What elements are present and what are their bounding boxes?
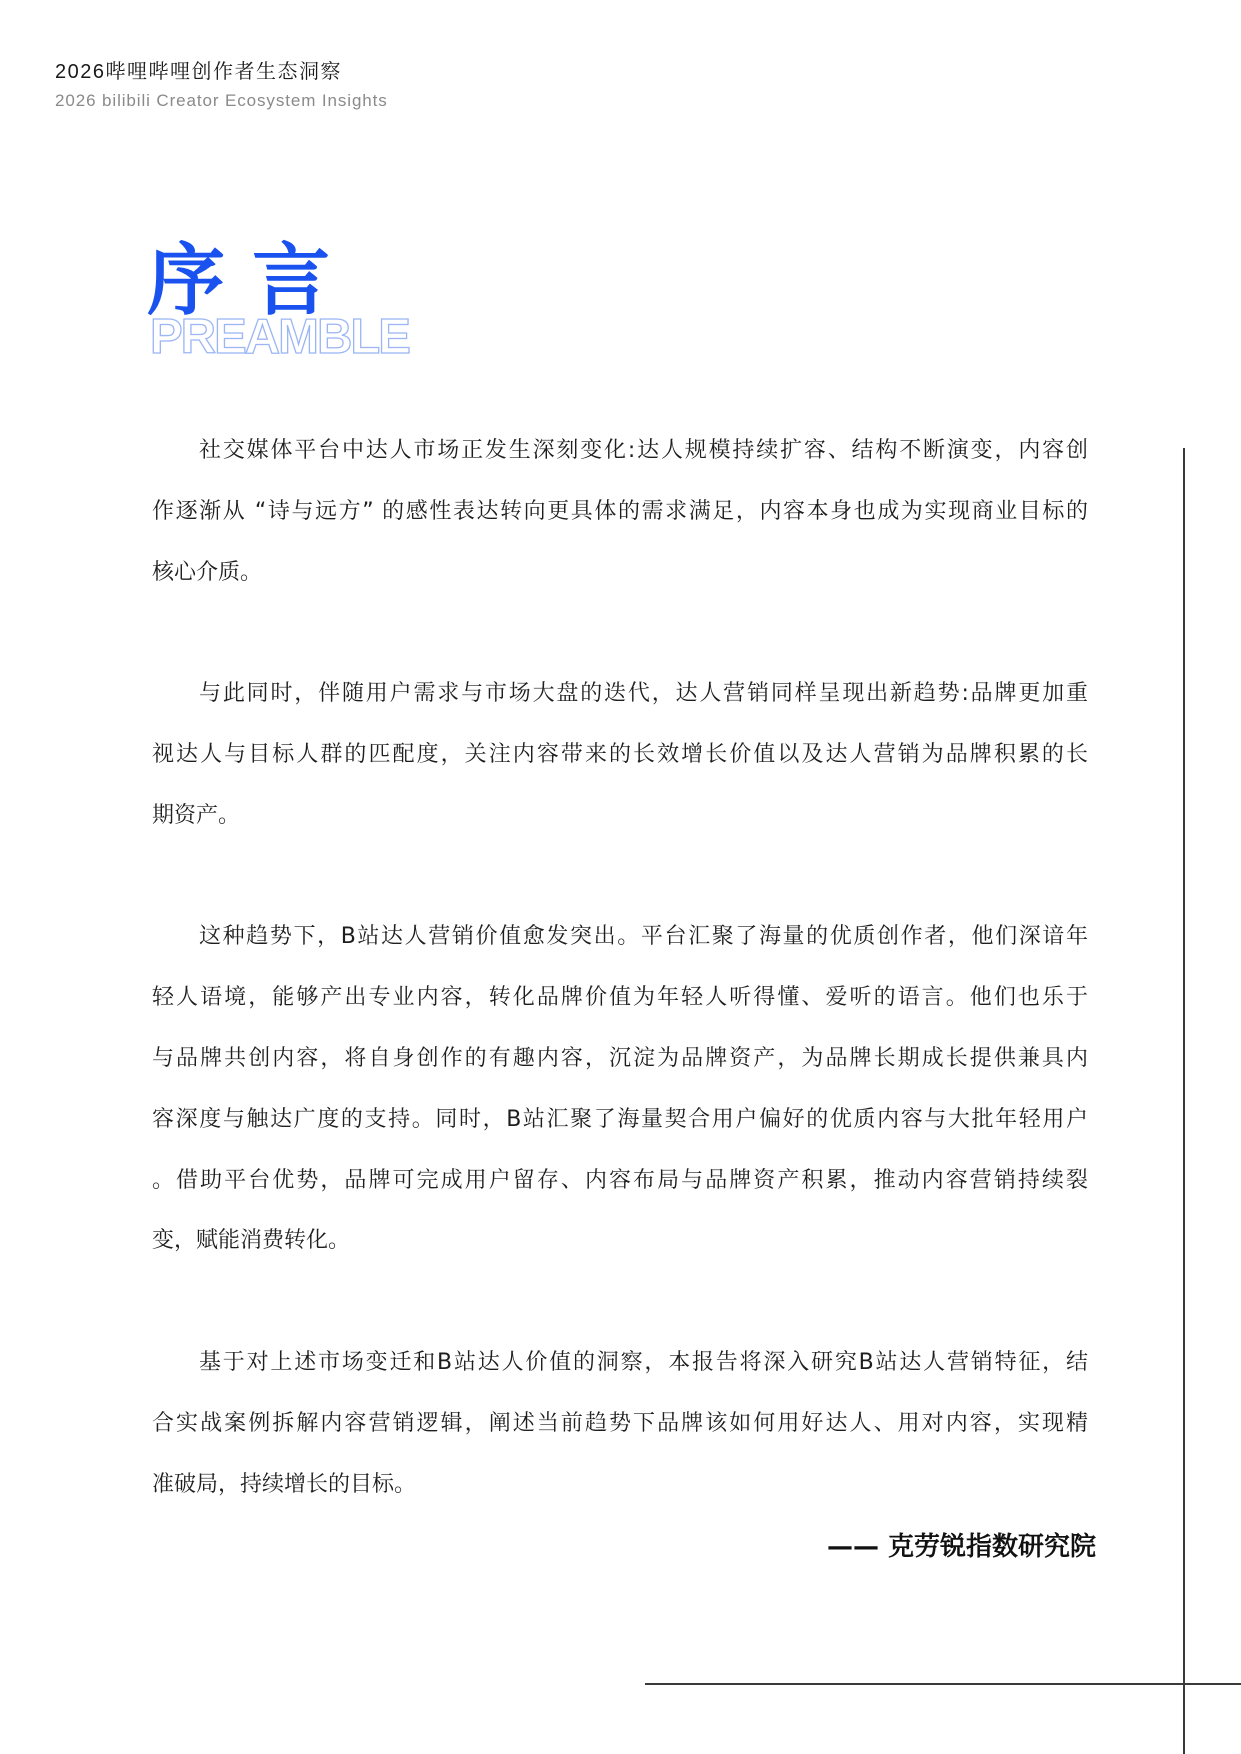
paragraph-line: 。借助平台优势，品牌可完成用户留存、内容布局与品牌资产积累，推动内容营销持续裂 bbox=[152, 1167, 1088, 1193]
paragraph-line: 核心介质。 bbox=[152, 559, 263, 585]
section-title-en: PREAMBLE bbox=[150, 310, 409, 364]
paragraph bbox=[152, 664, 1088, 846]
section-title: 序 言 bbox=[147, 236, 331, 326]
paragraph bbox=[152, 907, 1088, 1272]
paragraph-line: 社交媒体平台中达人市场正发生深刻变化:达人规模持续扩容、结构不断演变，内容创 bbox=[199, 438, 1088, 463]
paragraph-line: 与品牌共创内容，将自身创作的有趣内容，沉淀为品牌资产，为品牌长期成长提供兼具内 bbox=[152, 1045, 1088, 1071]
paragraph-line: 作逐渐从 “诗与远方” 的感性表达转向更具体的需求满足，内容本身也成为实现商业目标的 bbox=[152, 498, 1088, 524]
paragraph bbox=[152, 1333, 1088, 1515]
paragraph-line: 这种趋势下，B站达人营销价值愈发突出。平台汇聚了海量的优质创作者，他们深谙年 bbox=[199, 924, 1088, 950]
paragraph-line: 准破局，持续增长的目标。 bbox=[152, 1471, 417, 1497]
paragraph-line: 轻人语境，能够产出专业内容，转化品牌价值为年轻人听得懂、爱听的语言。他们也乐于 bbox=[152, 985, 1088, 1011]
paragraph-line: 视达人与目标人群的匹配度，关注内容带来的长效增长价值以及达人营销为品牌积累的长 bbox=[152, 741, 1088, 767]
preamble-body bbox=[152, 421, 1088, 1576]
paragraph-line: 基于对上述市场变迁和B站达人价值的洞察，本报告将深入研究B站达人营销特征，结 bbox=[199, 1349, 1088, 1375]
signature: —— 克劳锐指数研究院 bbox=[826, 1532, 1096, 1562]
paragraph-line: 与此同时，伴随用户需求与市场大盘的迭代，达人营销同样呈现出新趋势:品牌更加重 bbox=[199, 681, 1088, 707]
report-title: 2026哔哩哔哩创作者生态洞察 bbox=[55, 61, 342, 83]
paragraph-line: 期资产。 bbox=[152, 802, 241, 828]
paragraph-line: 容深度与触达广度的支持。同时，B站汇聚了海量契合用户偏好的优质内容与大批年轻用户 bbox=[152, 1106, 1088, 1132]
paragraph-line: 变，赋能消费转化。 bbox=[152, 1228, 351, 1254]
vertical-rule bbox=[1183, 448, 1185, 1754]
paragraph bbox=[152, 421, 1088, 603]
paragraph-line: 合实战案例拆解内容营销逻辑，阐述当前趋势下品牌该如何用好达人、用对内容，实现精 bbox=[152, 1410, 1088, 1436]
horizontal-rule bbox=[645, 1683, 1241, 1685]
report-subtitle: 2026 bilibili Creator Ecosystem Insights bbox=[55, 91, 388, 110]
